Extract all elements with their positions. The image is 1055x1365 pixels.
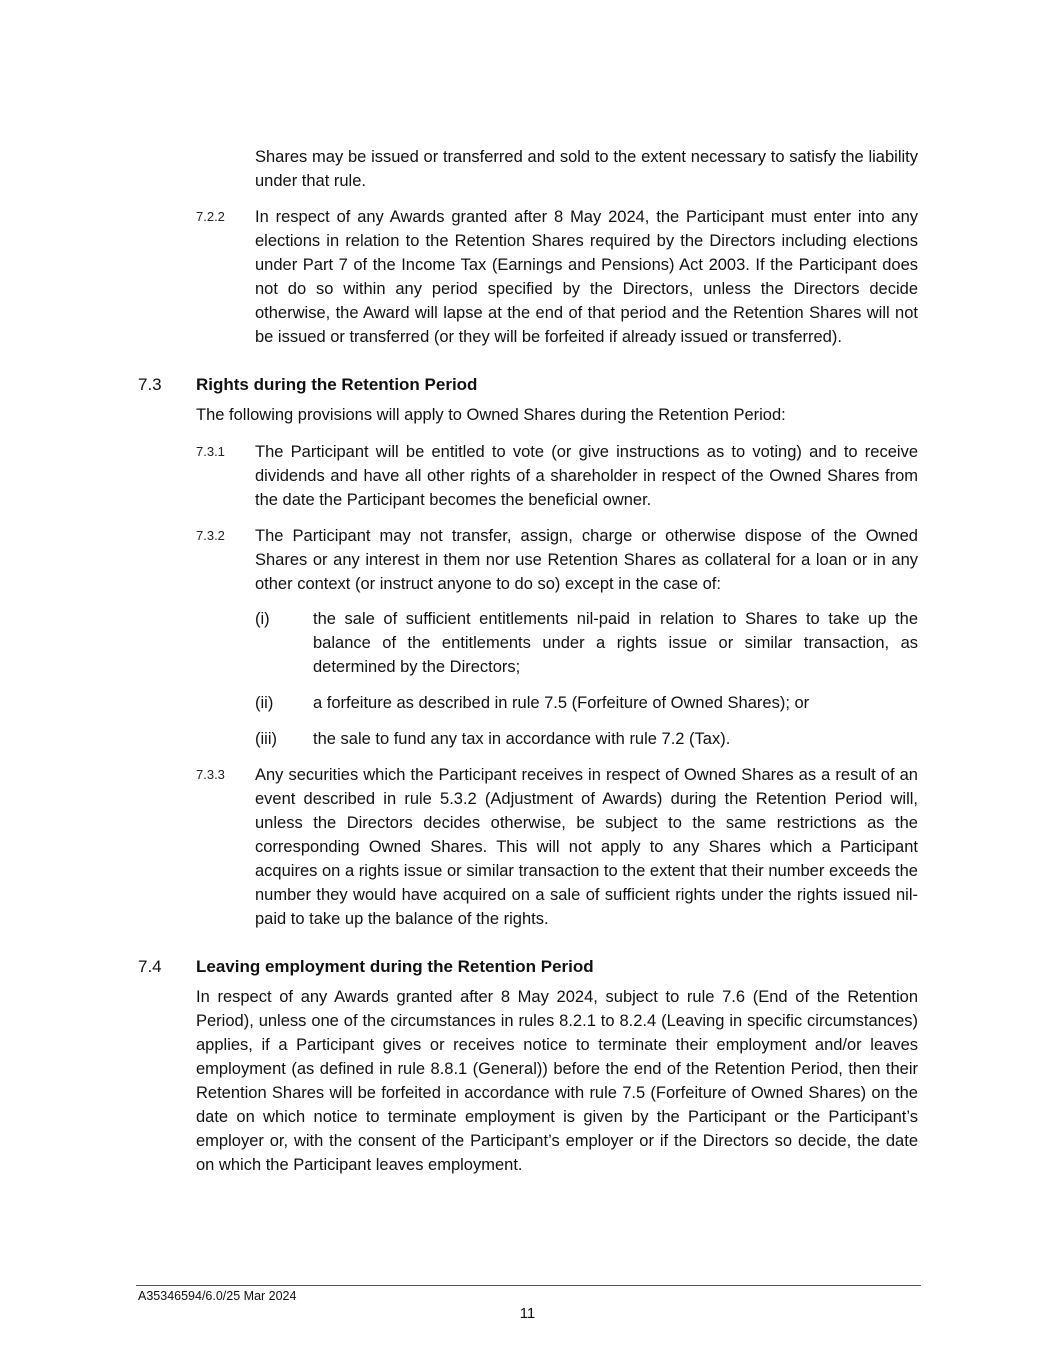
section-7-3-intro: The following provisions will apply to Owned Shares during the Retention Period: [196, 406, 786, 424]
section-title-7-3: Rights during the Retention Period [196, 375, 478, 394]
sub-item-label-ii: (ii) [255, 694, 274, 712]
clause-number-7-3-1: 7.3.1 [196, 444, 225, 459]
clause-7-3-2-text: The Participant may not transfer, assign, charge or otherwise dispose of the Owned Shares or any interest in them nor use Retention Shares as collateral for a loan or in any other context (or instruct anyone to do so) except in the case of: [255, 527, 918, 593]
clause-number-7-3-3: 7.3.3 [196, 767, 225, 782]
sub-item-text-ii: a forfeiture as described in rule 7.5 (Forfeiture of Owned Shares); or [313, 694, 810, 712]
section-number-7-3: 7.3 [138, 375, 162, 394]
sub-item-text-iii: the sale to fund any tax in accordance with rule 7.2 (Tax). [313, 730, 731, 748]
section-number-7-4: 7.4 [138, 957, 162, 976]
section-7-4-text: In respect of any Awards granted after 8 May 2024, subject to rule 7.6 (End of the Retention Period), unless one of the circumstances in rules 8.2.1 to 8.2.4 (Leaving in specific circumstances) applies, if a Participant gives or receives notice to terminate their employment and/or leaves employment (as defined in rule 8.8.1 (General)) before the end of the Retention Period, then their Retention Shares will be forfeited in accordance with rule 7.5 (Forfeiture of Owned Shares) on the date on which notice to terminate employment is given by the Participant or the Participant’s employer or, with the consent of the Participant’s employer or if the Directors so decide, the date on which the Participant leaves employment. [196, 988, 918, 1174]
sub-item-text-i: the sale of sufficient entitlements nil-paid in relation to Shares to take up the balance of the entitlements under a rights issue or similar transaction, as determined by the Directors; [313, 610, 918, 676]
sub-item-label-i: (i) [255, 610, 270, 628]
footer-divider [136, 1285, 921, 1286]
clause-7-3-3-text: Any securities which the Participant receives in respect of Owned Shares as a result of an event described in rule 5.3.2 (Adjustment of Awards) during the Retention Period will, unless the Directors decides otherwise, be subject to the same restrictions as the corresponding Owned Shares. This will not apply to any Shares which a Participant acquires on a rights issue or similar transaction to the extent that their number exceeds the number they would have acquired on a sale of sufficient rights under the rights issued nil-paid to take up the balance of the rights. [255, 766, 918, 928]
clause-7-2-2-text: In respect of any Awards granted after 8 May 2024, the Participant must enter into any elections in relation to the Retention Shares required by the Directors including elections under Part 7 of the Income Tax (Earnings and Pensions) Act 2003. If the Participant does not do so within any period specified by the Directors, unless the Directors decide otherwise, the Award will lapse at the end of that period and the Retention Shares will not be issued or transferred (or they will be forfeited if already issued or transferred). [255, 208, 918, 346]
section-title-7-4: Leaving employment during the Retention Period [196, 957, 594, 976]
clause-number-7-2-2: 7.2.2 [196, 209, 225, 224]
page-number: 11 [519, 1305, 536, 1322]
clause-7-3-1-text: The Participant will be entitled to vote (or give instructions as to voting) and to receive dividends and have all other rights of a shareholder in respect of the Owned Shares from the date the Participant becomes the beneficial owner. [255, 443, 918, 509]
clause-number-7-3-2: 7.3.2 [196, 528, 225, 543]
document-reference: A35346594/6.0/25 Mar 2024 [138, 1289, 297, 1303]
sub-item-label-iii: (iii) [255, 730, 277, 748]
continuation-paragraph: Shares may be issued or transferred and sold to the extent necessary to satisfy the liability under that rule. [255, 148, 918, 190]
